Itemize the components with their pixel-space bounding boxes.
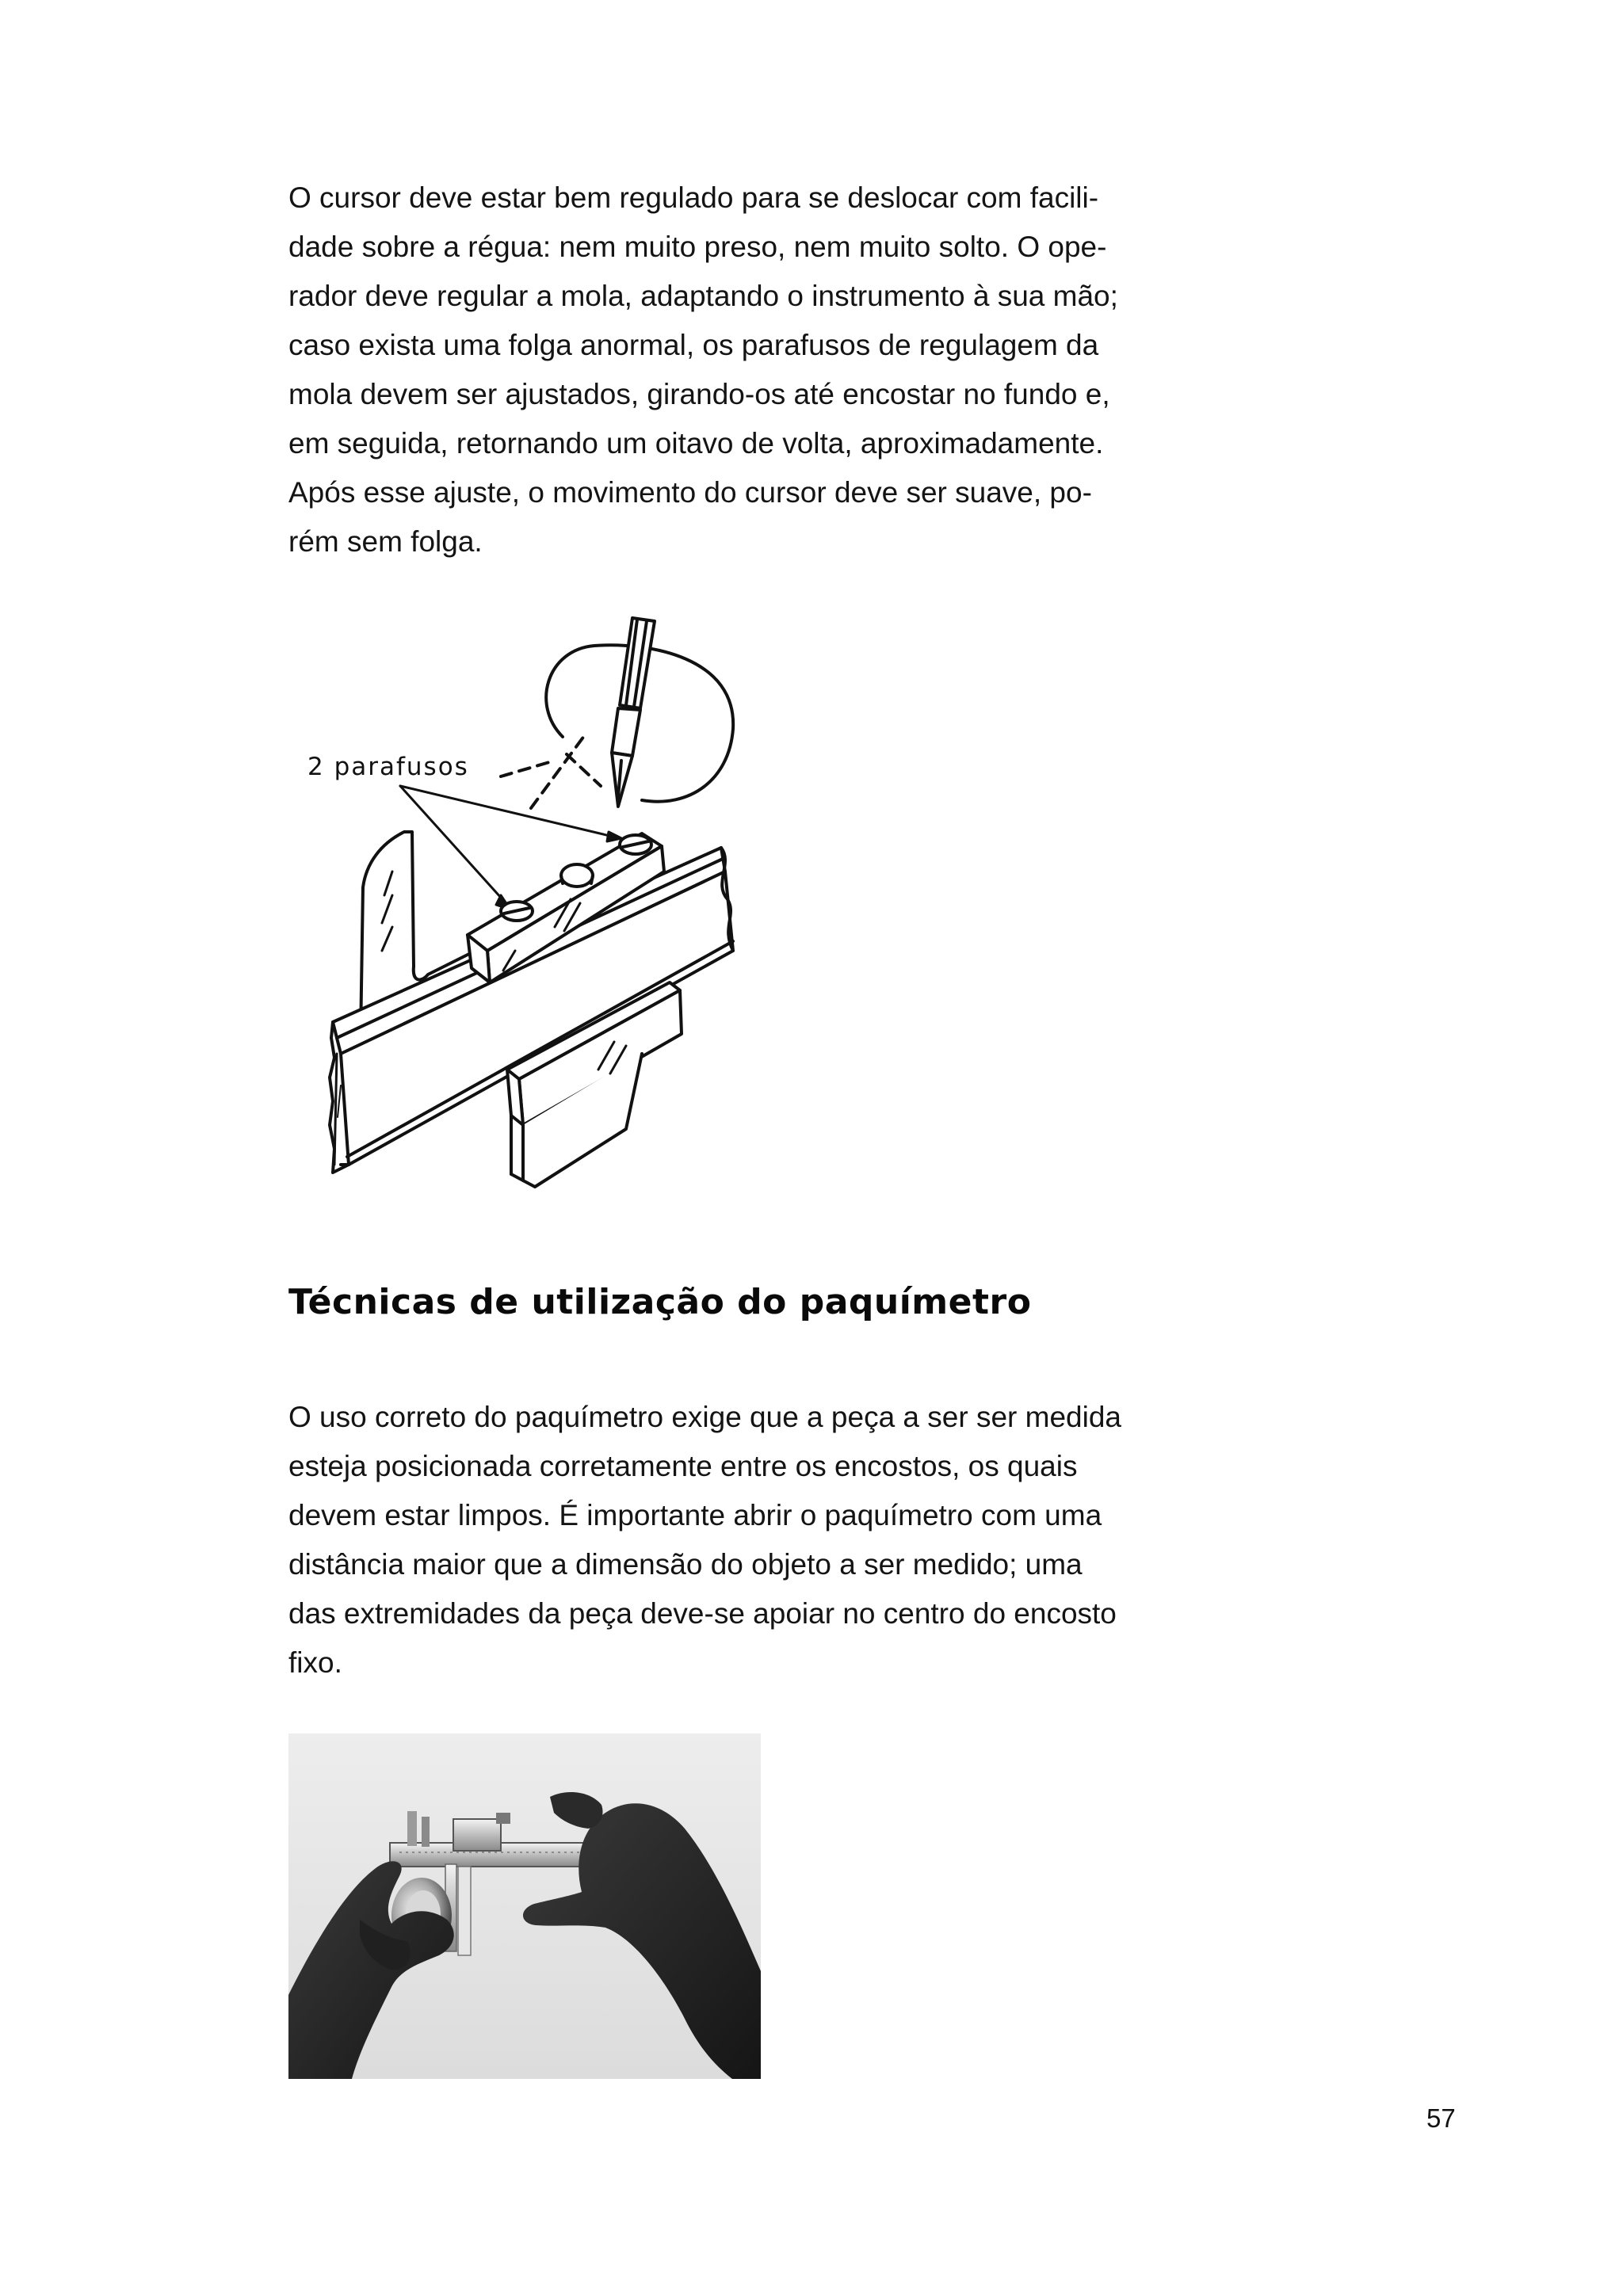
- text-line: Após esse ajuste, o movimento do cursor deve ser suave, po-: [288, 476, 1092, 509]
- text-line: mola devem ser ajustados, girando-os até encostar no fundo e,: [288, 378, 1110, 410]
- text-line: rador deve regular a mola, adaptando o instrumento à sua mão;: [288, 280, 1118, 312]
- text-line: caso exista uma folga anormal, os parafusos de regulagem da: [288, 329, 1099, 361]
- caliper-measuring-photo: [288, 1733, 761, 2079]
- paragraph-cursor-adjustment: [288, 174, 1176, 566]
- section-heading: Técnicas de utilização do paquímetro: [288, 1282, 1032, 1322]
- text-line: O uso correto do paquímetro exige que a peça a ser ser medida: [288, 1401, 1121, 1433]
- text-line: esteja posicionada corretamente entre os encostos, os quais: [288, 1450, 1078, 1482]
- adjustment-screw-icon: [501, 902, 533, 921]
- text-line: dade sobre a régua: nem muito preso, nem muito solto. O ope-: [288, 231, 1107, 263]
- text-line: das extremidades da peça deve-se apoiar no centro do encosto: [288, 1597, 1117, 1630]
- slot-detail-dashes: [501, 733, 601, 808]
- text-line: distância maior que a dimensão do objeto a ser medido; uma: [288, 1548, 1083, 1581]
- text-line: O cursor deve estar bem regulado para se deslocar com facili-: [288, 181, 1099, 214]
- callout-label-2-screws: 2 parafusos: [307, 753, 469, 781]
- page-number: 57: [1426, 2103, 1456, 2133]
- text-line: devem estar limpos. É importante abrir o paquímetro com uma: [288, 1499, 1102, 1531]
- text-line: rém sem folga.: [288, 525, 483, 558]
- caliper-screws-illustration: [293, 610, 792, 1220]
- paragraph-caliper-usage: [288, 1393, 1176, 1688]
- lock-knob-icon: [561, 864, 593, 887]
- text-line: em seguida, retornando um oitavo de volta, aproximadamente.: [288, 427, 1104, 460]
- text-line: fixo.: [288, 1646, 342, 1679]
- adjustment-screw-icon: [620, 835, 651, 854]
